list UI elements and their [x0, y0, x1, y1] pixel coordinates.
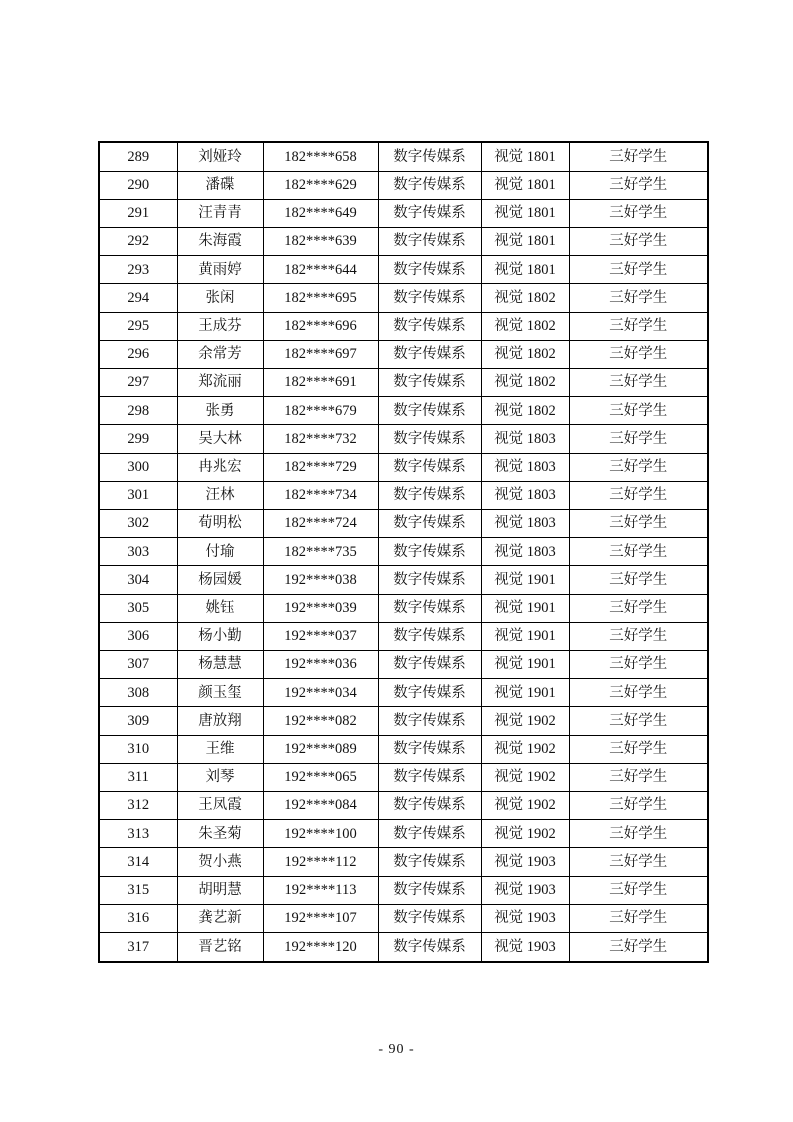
table-row	[99, 425, 708, 453]
phone-cell: 192****084	[263, 792, 378, 820]
table-row	[99, 622, 708, 650]
table-row	[99, 142, 708, 171]
phone-cell: 192****037	[263, 622, 378, 650]
table-row	[99, 933, 708, 962]
department-cell: 数字传媒系	[378, 622, 481, 650]
award-cell: 三好学生	[569, 763, 708, 791]
table-row	[99, 651, 708, 679]
department-cell: 数字传媒系	[378, 735, 481, 763]
row-number-cell: 293	[99, 256, 177, 284]
phone-cell: 192****107	[263, 904, 378, 932]
class-cell: 视觉 1803	[481, 481, 569, 509]
phone-cell: 182****649	[263, 199, 378, 227]
student-name-cell: 刘娅玲	[177, 142, 263, 171]
class-cell: 视觉 1902	[481, 820, 569, 848]
row-number-cell: 306	[99, 622, 177, 650]
award-cell: 三好学生	[569, 340, 708, 368]
table-row	[99, 312, 708, 340]
department-cell: 数字传媒系	[378, 228, 481, 256]
row-number-cell: 298	[99, 397, 177, 425]
class-cell: 视觉 1801	[481, 199, 569, 227]
row-number-cell: 304	[99, 566, 177, 594]
table-row	[99, 735, 708, 763]
award-cell: 三好学生	[569, 199, 708, 227]
phone-cell: 182****732	[263, 425, 378, 453]
class-cell: 视觉 1802	[481, 284, 569, 312]
department-cell: 数字传媒系	[378, 792, 481, 820]
student-name-cell: 刘琴	[177, 763, 263, 791]
student-name-cell: 胡明慧	[177, 876, 263, 904]
phone-cell: 182****734	[263, 481, 378, 509]
table-row	[99, 340, 708, 368]
award-cell: 三好学生	[569, 171, 708, 199]
class-cell: 视觉 1802	[481, 369, 569, 397]
row-number-cell: 294	[99, 284, 177, 312]
row-number-cell: 307	[99, 651, 177, 679]
class-cell: 视觉 1901	[481, 594, 569, 622]
award-cell: 三好学生	[569, 848, 708, 876]
row-number-cell: 313	[99, 820, 177, 848]
award-cell: 三好学生	[569, 453, 708, 481]
row-number-cell: 297	[99, 369, 177, 397]
row-number-cell: 290	[99, 171, 177, 199]
table-row	[99, 566, 708, 594]
student-name-cell: 朱圣菊	[177, 820, 263, 848]
row-number-cell: 310	[99, 735, 177, 763]
row-number-cell: 315	[99, 876, 177, 904]
row-number-cell: 311	[99, 763, 177, 791]
department-cell: 数字传媒系	[378, 481, 481, 509]
phone-cell: 192****082	[263, 707, 378, 735]
student-name-cell: 潘碟	[177, 171, 263, 199]
award-cell: 三好学生	[569, 256, 708, 284]
row-number-cell: 292	[99, 228, 177, 256]
department-cell: 数字传媒系	[378, 651, 481, 679]
phone-cell: 192****034	[263, 679, 378, 707]
class-cell: 视觉 1901	[481, 651, 569, 679]
class-cell: 视觉 1902	[481, 707, 569, 735]
class-cell: 视觉 1903	[481, 904, 569, 932]
department-cell: 数字传媒系	[378, 679, 481, 707]
phone-cell: 192****039	[263, 594, 378, 622]
row-number-cell: 314	[99, 848, 177, 876]
department-cell: 数字传媒系	[378, 312, 481, 340]
phone-cell: 192****113	[263, 876, 378, 904]
row-number-cell: 303	[99, 538, 177, 566]
department-cell: 数字传媒系	[378, 538, 481, 566]
phone-cell: 182****691	[263, 369, 378, 397]
department-cell: 数字传媒系	[378, 566, 481, 594]
student-name-cell: 贺小燕	[177, 848, 263, 876]
table-row	[99, 171, 708, 199]
department-cell: 数字传媒系	[378, 933, 481, 962]
class-cell: 视觉 1803	[481, 538, 569, 566]
award-cell: 三好学生	[569, 792, 708, 820]
phone-cell: 192****089	[263, 735, 378, 763]
class-cell: 视觉 1802	[481, 340, 569, 368]
award-cell: 三好学生	[569, 425, 708, 453]
student-name-cell: 朱海霞	[177, 228, 263, 256]
table-row	[99, 679, 708, 707]
award-cell: 三好学生	[569, 538, 708, 566]
table-row	[99, 763, 708, 791]
row-number-cell: 295	[99, 312, 177, 340]
class-cell: 视觉 1902	[481, 763, 569, 791]
class-cell: 视觉 1803	[481, 425, 569, 453]
department-cell: 数字传媒系	[378, 820, 481, 848]
award-cell: 三好学生	[569, 369, 708, 397]
page-number: - 90 -	[378, 1042, 415, 1057]
phone-cell: 182****729	[263, 453, 378, 481]
student-name-cell: 龚艺新	[177, 904, 263, 932]
student-name-cell: 王成芬	[177, 312, 263, 340]
student-name-cell: 郑流丽	[177, 369, 263, 397]
department-cell: 数字传媒系	[378, 340, 481, 368]
phone-cell: 182****696	[263, 312, 378, 340]
row-number-cell: 305	[99, 594, 177, 622]
department-cell: 数字传媒系	[378, 763, 481, 791]
department-cell: 数字传媒系	[378, 453, 481, 481]
department-cell: 数字传媒系	[378, 510, 481, 538]
class-cell: 视觉 1903	[481, 848, 569, 876]
phone-cell: 182****679	[263, 397, 378, 425]
award-cell: 三好学生	[569, 622, 708, 650]
table-row	[99, 199, 708, 227]
award-cell: 三好学生	[569, 651, 708, 679]
table-row	[99, 481, 708, 509]
student-name-cell: 冉兆宏	[177, 453, 263, 481]
award-cell: 三好学生	[569, 594, 708, 622]
row-number-cell: 301	[99, 481, 177, 509]
department-cell: 数字传媒系	[378, 594, 481, 622]
student-name-cell: 付瑜	[177, 538, 263, 566]
department-cell: 数字传媒系	[378, 904, 481, 932]
phone-cell: 182****695	[263, 284, 378, 312]
award-cell: 三好学生	[569, 679, 708, 707]
class-cell: 视觉 1801	[481, 256, 569, 284]
award-cell: 三好学生	[569, 735, 708, 763]
phone-cell: 182****658	[263, 142, 378, 171]
class-cell: 视觉 1803	[481, 510, 569, 538]
phone-cell: 182****735	[263, 538, 378, 566]
phone-cell: 192****036	[263, 651, 378, 679]
row-number-cell: 296	[99, 340, 177, 368]
phone-cell: 182****724	[263, 510, 378, 538]
department-cell: 数字传媒系	[378, 876, 481, 904]
table-row	[99, 876, 708, 904]
student-name-cell: 晋艺铭	[177, 933, 263, 962]
class-cell: 视觉 1803	[481, 453, 569, 481]
award-cell: 三好学生	[569, 876, 708, 904]
student-award-table	[98, 141, 709, 963]
row-number-cell: 316	[99, 904, 177, 932]
student-name-cell: 汪林	[177, 481, 263, 509]
class-cell: 视觉 1903	[481, 933, 569, 962]
phone-cell: 192****120	[263, 933, 378, 962]
row-number-cell: 299	[99, 425, 177, 453]
student-name-cell: 杨慧慧	[177, 651, 263, 679]
table-body	[99, 142, 708, 962]
award-cell: 三好学生	[569, 481, 708, 509]
row-number-cell: 312	[99, 792, 177, 820]
award-cell: 三好学生	[569, 284, 708, 312]
table-row	[99, 820, 708, 848]
row-number-cell: 302	[99, 510, 177, 538]
department-cell: 数字传媒系	[378, 707, 481, 735]
phone-cell: 192****038	[263, 566, 378, 594]
department-cell: 数字传媒系	[378, 425, 481, 453]
table-row	[99, 397, 708, 425]
phone-cell: 182****629	[263, 171, 378, 199]
student-name-cell: 吴大林	[177, 425, 263, 453]
student-name-cell: 张闲	[177, 284, 263, 312]
award-cell: 三好学生	[569, 820, 708, 848]
student-name-cell: 颜玉玺	[177, 679, 263, 707]
award-cell: 三好学生	[569, 707, 708, 735]
award-cell: 三好学生	[569, 566, 708, 594]
student-name-cell: 张勇	[177, 397, 263, 425]
award-cell: 三好学生	[569, 904, 708, 932]
class-cell: 视觉 1802	[481, 397, 569, 425]
row-number-cell: 308	[99, 679, 177, 707]
class-cell: 视觉 1801	[481, 228, 569, 256]
class-cell: 视觉 1801	[481, 142, 569, 171]
student-name-cell: 杨小勤	[177, 622, 263, 650]
phone-cell: 192****065	[263, 763, 378, 791]
table-row	[99, 848, 708, 876]
award-cell: 三好学生	[569, 142, 708, 171]
department-cell: 数字传媒系	[378, 142, 481, 171]
row-number-cell: 291	[99, 199, 177, 227]
department-cell: 数字传媒系	[378, 171, 481, 199]
phone-cell: 182****639	[263, 228, 378, 256]
class-cell: 视觉 1901	[481, 622, 569, 650]
student-name-cell: 余常芳	[177, 340, 263, 368]
department-cell: 数字传媒系	[378, 199, 481, 227]
row-number-cell: 300	[99, 453, 177, 481]
class-cell: 视觉 1901	[481, 566, 569, 594]
student-name-cell: 唐放翔	[177, 707, 263, 735]
phone-cell: 182****644	[263, 256, 378, 284]
row-number-cell: 309	[99, 707, 177, 735]
phone-cell: 192****100	[263, 820, 378, 848]
table-row	[99, 256, 708, 284]
table-row	[99, 707, 708, 735]
department-cell: 数字传媒系	[378, 369, 481, 397]
class-cell: 视觉 1901	[481, 679, 569, 707]
department-cell: 数字传媒系	[378, 397, 481, 425]
table-row	[99, 510, 708, 538]
award-cell: 三好学生	[569, 228, 708, 256]
table-row	[99, 594, 708, 622]
row-number-cell: 317	[99, 933, 177, 962]
student-name-cell: 杨园媛	[177, 566, 263, 594]
department-cell: 数字传媒系	[378, 256, 481, 284]
phone-cell: 182****697	[263, 340, 378, 368]
table-row	[99, 284, 708, 312]
class-cell: 视觉 1903	[481, 876, 569, 904]
table-row	[99, 453, 708, 481]
table-row	[99, 228, 708, 256]
student-name-cell: 汪青青	[177, 199, 263, 227]
table-row	[99, 538, 708, 566]
phone-cell: 192****112	[263, 848, 378, 876]
row-number-cell: 289	[99, 142, 177, 171]
student-name-cell: 姚钰	[177, 594, 263, 622]
award-cell: 三好学生	[569, 312, 708, 340]
award-cell: 三好学生	[569, 510, 708, 538]
award-cell: 三好学生	[569, 933, 708, 962]
table-row	[99, 369, 708, 397]
class-cell: 视觉 1801	[481, 171, 569, 199]
student-name-cell: 荀明松	[177, 510, 263, 538]
table-row	[99, 904, 708, 932]
class-cell: 视觉 1802	[481, 312, 569, 340]
class-cell: 视觉 1902	[481, 735, 569, 763]
department-cell: 数字传媒系	[378, 848, 481, 876]
table-row	[99, 792, 708, 820]
student-name-cell: 王维	[177, 735, 263, 763]
award-cell: 三好学生	[569, 397, 708, 425]
student-name-cell: 黄雨婷	[177, 256, 263, 284]
department-cell: 数字传媒系	[378, 284, 481, 312]
student-name-cell: 王凤霞	[177, 792, 263, 820]
class-cell: 视觉 1902	[481, 792, 569, 820]
